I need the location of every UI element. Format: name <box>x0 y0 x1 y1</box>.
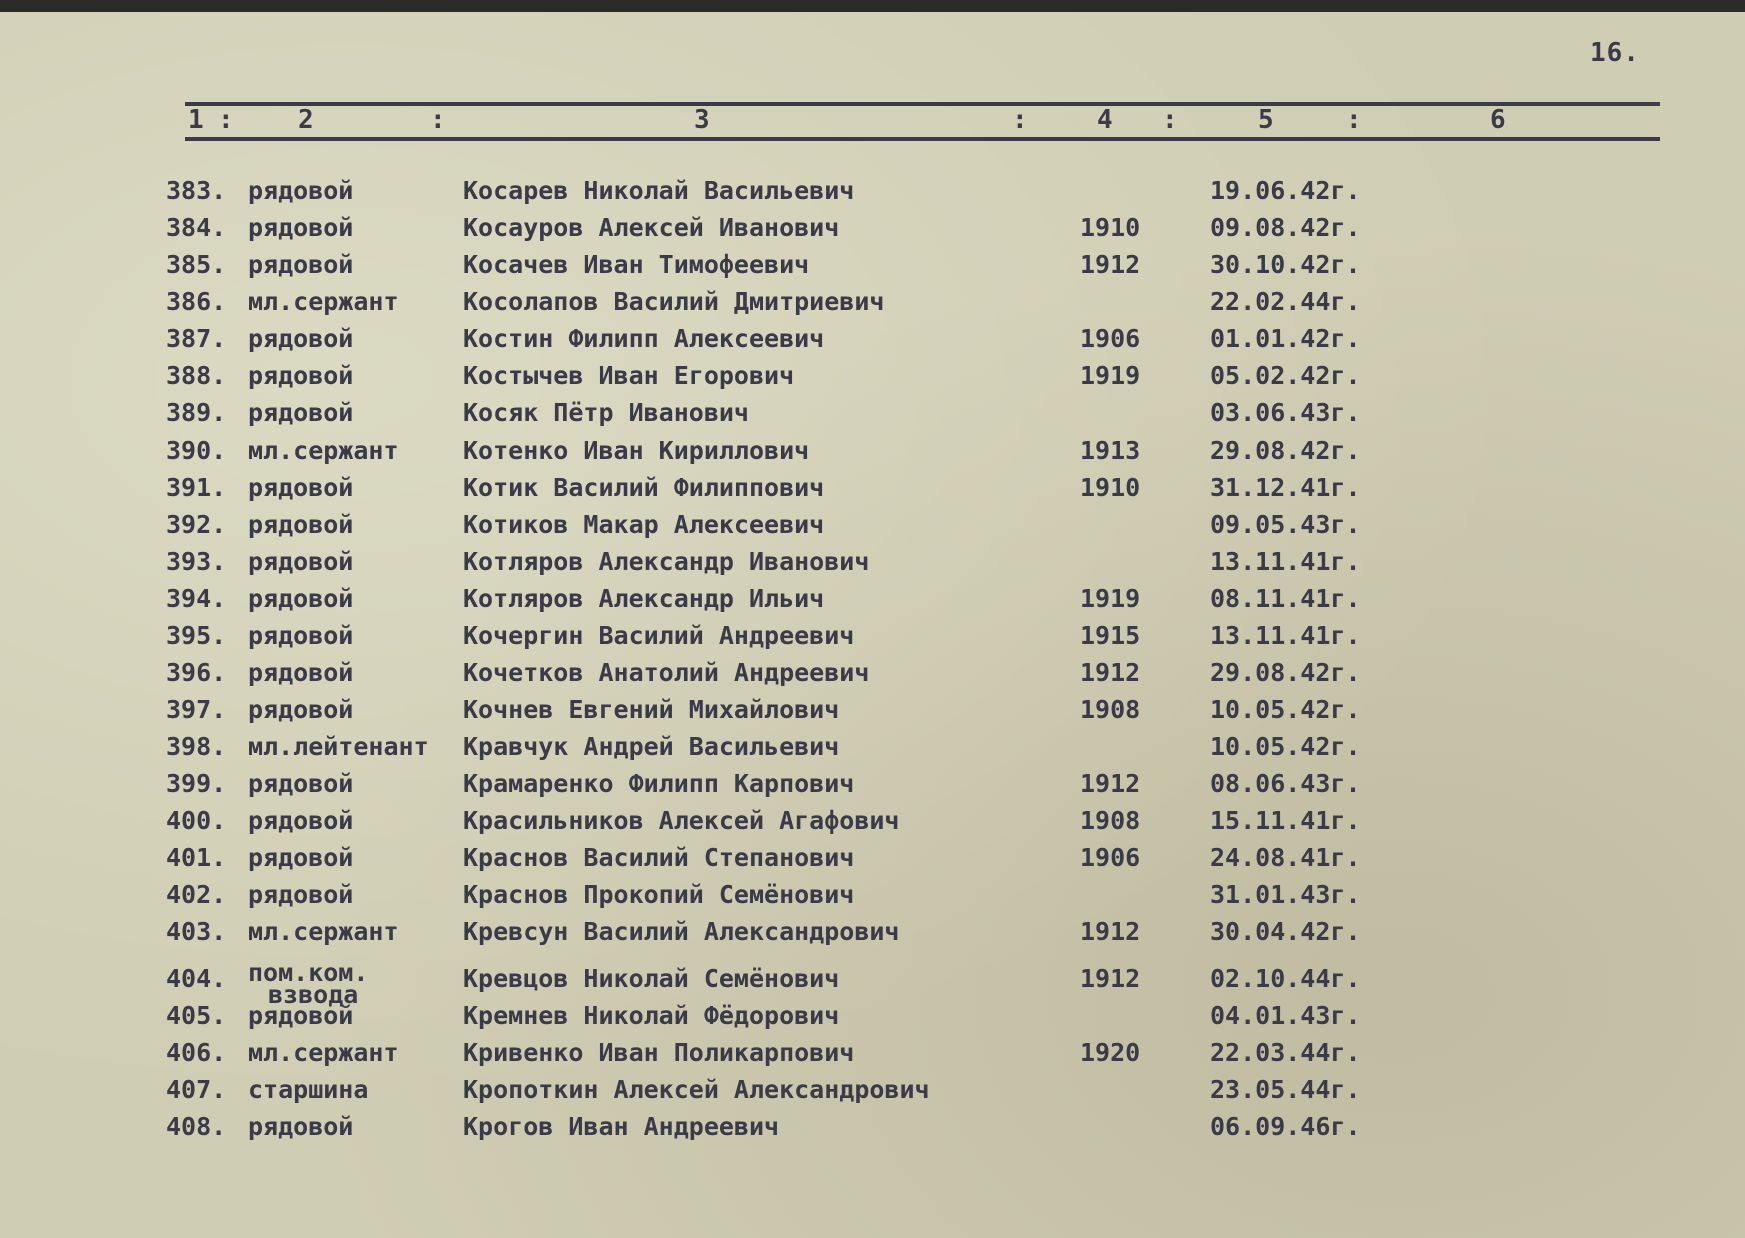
row-number: 391. <box>166 473 227 502</box>
row-rank: рядовой <box>248 176 354 205</box>
row-full-name: Косачев Иван Тимофеевич <box>463 250 810 279</box>
row-date: 10.05.42г. <box>1210 732 1361 761</box>
row-date: 04.01.43г. <box>1210 1001 1361 1030</box>
row-number: 390. <box>166 436 227 465</box>
row-birth-year: 1919 <box>1080 584 1141 613</box>
row-rank: рядовой <box>248 250 354 279</box>
row-rank: мл.сержант <box>248 1038 399 1067</box>
row-date: 15.11.41г. <box>1210 806 1361 835</box>
row-number: 403. <box>166 917 227 946</box>
col-head-1: 1 <box>188 105 204 135</box>
row-birth-year: 1908 <box>1080 806 1141 835</box>
row-full-name: Крогов Иван Андреевич <box>463 1112 780 1141</box>
row-number: 397. <box>166 695 227 724</box>
row-rank: рядовой <box>248 510 354 539</box>
row-full-name: Красильников Алексей Агафович <box>463 806 900 835</box>
row-full-name: Кревцов Николай Семёнович <box>463 964 840 993</box>
table-row <box>0 320 1745 357</box>
row-full-name: Кочнев Евгений Михайлович <box>463 695 840 724</box>
row-full-name: Кравчук Андрей Васильевич <box>463 732 840 761</box>
col-head-6: 6 <box>1490 105 1506 135</box>
col-head-sep: : <box>1162 105 1178 135</box>
table-row <box>0 506 1745 543</box>
row-date: 09.05.43г. <box>1210 510 1361 539</box>
row-full-name: Костычев Иван Егорович <box>463 361 795 390</box>
row-date: 05.02.42г. <box>1210 361 1361 390</box>
row-rank: мл.лейтенант <box>248 732 429 761</box>
table-row <box>0 958 1745 1009</box>
row-birth-year: 1919 <box>1080 361 1141 390</box>
row-number: 394. <box>166 584 227 613</box>
row-number: 395. <box>166 621 227 650</box>
row-birth-year: 1915 <box>1080 621 1141 650</box>
row-number: 404. <box>166 964 227 993</box>
row-date: 30.10.42г. <box>1210 250 1361 279</box>
row-date: 03.06.43г. <box>1210 398 1361 427</box>
row-number: 386. <box>166 287 227 316</box>
row-date: 22.02.44г. <box>1210 287 1361 316</box>
row-birth-year: 1913 <box>1080 436 1141 465</box>
row-number: 392. <box>166 510 227 539</box>
row-number: 400. <box>166 806 227 835</box>
row-full-name: Кремнев Николай Фёдорович <box>463 1001 840 1030</box>
table-row <box>0 246 1745 283</box>
row-full-name: Котляров Александр Иванович <box>463 547 870 576</box>
table-row <box>0 283 1745 320</box>
table-row <box>0 997 1745 1034</box>
row-number: 388. <box>166 361 227 390</box>
row-date: 08.11.41г. <box>1210 584 1361 613</box>
table-row <box>0 654 1745 691</box>
row-date: 30.04.42г. <box>1210 917 1361 946</box>
row-rank: старшина <box>248 1075 369 1104</box>
row-full-name: Кочетков Анатолий Андреевич <box>463 658 870 687</box>
row-birth-year: 1906 <box>1080 324 1141 353</box>
row-number: 401. <box>166 843 227 872</box>
row-birth-year: 1912 <box>1080 917 1141 946</box>
table-row <box>0 394 1745 431</box>
row-number: 406. <box>166 1038 227 1067</box>
row-rank: рядовой <box>248 695 354 724</box>
row-number: 402. <box>166 880 227 909</box>
row-full-name: Костин Филипп Алексеевич <box>463 324 825 353</box>
row-full-name: Котляров Александр Ильич <box>463 584 825 613</box>
row-birth-year: 1908 <box>1080 695 1141 724</box>
row-rank: рядовой <box>248 473 354 502</box>
row-birth-year: 1912 <box>1080 769 1141 798</box>
row-rank: рядовой <box>248 769 354 798</box>
table-row <box>0 580 1745 617</box>
row-full-name: Котик Василий Филиппович <box>463 473 825 502</box>
row-rank: мл.сержант <box>248 436 399 465</box>
page-number: 16. <box>1590 38 1640 68</box>
row-rank: рядовой <box>248 1001 354 1030</box>
table-row <box>0 617 1745 654</box>
col-head-3: 3 <box>694 105 710 135</box>
row-number: 408. <box>166 1112 227 1141</box>
row-rank: рядовой <box>248 361 354 390</box>
row-rank: мл.сержант <box>248 287 399 316</box>
row-number: 396. <box>166 658 227 687</box>
table-row <box>0 876 1745 913</box>
row-date: 31.01.43г. <box>1210 880 1361 909</box>
row-number: 383. <box>166 176 227 205</box>
row-number: 393. <box>166 547 227 576</box>
table-row <box>0 209 1745 246</box>
row-date: 13.11.41г. <box>1210 621 1361 650</box>
row-rank: рядовой <box>248 880 354 909</box>
col-head-sep: : <box>1346 105 1362 135</box>
row-number: 405. <box>166 1001 227 1030</box>
table-row <box>0 469 1745 506</box>
row-date: 29.08.42г. <box>1210 658 1361 687</box>
row-rank: рядовой <box>248 398 354 427</box>
table-row <box>0 728 1745 765</box>
row-birth-year: 1912 <box>1080 964 1141 993</box>
row-number: 389. <box>166 398 227 427</box>
table-row <box>0 691 1745 728</box>
row-rank: рядовой <box>248 547 354 576</box>
row-rank: мл.сержант <box>248 917 399 946</box>
row-full-name: Котиков Макар Алексеевич <box>463 510 825 539</box>
row-full-name: Косауров Алексей Иванович <box>463 213 840 242</box>
row-number: 399. <box>166 769 227 798</box>
table-row <box>0 543 1745 580</box>
row-rank: рядовой <box>248 213 354 242</box>
row-rank: рядовой <box>248 806 354 835</box>
row-date: 10.05.42г. <box>1210 695 1361 724</box>
table-row <box>0 357 1745 394</box>
row-rank-line1: пом.ком. <box>248 958 369 987</box>
col-head-sep: : <box>430 105 446 135</box>
row-rank: рядовой <box>248 843 354 872</box>
row-full-name: Краснов Василий Степанович <box>463 843 855 872</box>
row-date: 13.11.41г. <box>1210 547 1361 576</box>
row-birth-year: 1910 <box>1080 213 1141 242</box>
header-rule-top <box>185 102 1660 106</box>
row-birth-year: 1906 <box>1080 843 1141 872</box>
row-number: 384. <box>166 213 227 242</box>
row-date: 19.06.42г. <box>1210 176 1361 205</box>
table-row <box>0 765 1745 802</box>
row-full-name: Кревсун Василий Александрович <box>463 917 900 946</box>
row-date: 24.08.41г. <box>1210 843 1361 872</box>
row-full-name: Кочергин Василий Андреевич <box>463 621 855 650</box>
col-head-sep: : <box>1012 105 1028 135</box>
row-full-name: Косолапов Василий Дмитриевич <box>463 287 885 316</box>
row-full-name: Краснов Прокопий Семёнович <box>463 880 855 909</box>
row-birth-year: 1912 <box>1080 658 1141 687</box>
row-rank: рядовой <box>248 658 354 687</box>
row-birth-year: 1912 <box>1080 250 1141 279</box>
row-birth-year: 1920 <box>1080 1038 1141 1067</box>
table-row <box>0 839 1745 876</box>
row-date: 09.08.42г. <box>1210 213 1361 242</box>
document-page <box>0 12 1745 1238</box>
row-date: 02.10.44г. <box>1210 964 1361 993</box>
row-date: 06.09.46г. <box>1210 1112 1361 1141</box>
row-rank: рядовой <box>248 584 354 613</box>
table-row <box>0 432 1745 469</box>
col-head-4: 4 <box>1097 105 1113 135</box>
row-birth-year: 1910 <box>1080 473 1141 502</box>
row-rank: рядовой <box>248 324 354 353</box>
row-date: 23.05.44г. <box>1210 1075 1361 1104</box>
table-row <box>0 913 1745 950</box>
row-date: 22.03.44г. <box>1210 1038 1361 1067</box>
row-number: 407. <box>166 1075 227 1104</box>
table-row <box>0 1108 1745 1145</box>
row-date: 29.08.42г. <box>1210 436 1361 465</box>
table-row <box>0 802 1745 839</box>
row-rank: рядовой <box>248 621 354 650</box>
row-full-name: Крамаренко Филипп Карпович <box>463 769 855 798</box>
row-full-name: Косарев Николай Васильевич <box>463 176 855 205</box>
row-number: 387. <box>166 324 227 353</box>
row-full-name: Котенко Иван Кириллович <box>463 436 810 465</box>
col-head-sep: : <box>218 105 234 135</box>
row-full-name: Кривенко Иван Поликарпович <box>463 1038 855 1067</box>
row-full-name: Косяк Пётр Иванович <box>463 398 749 427</box>
table-row <box>0 172 1745 209</box>
row-full-name: Кропоткин Алексей Александрович <box>463 1075 930 1104</box>
row-date: 31.12.41г. <box>1210 473 1361 502</box>
col-head-2: 2 <box>298 105 314 135</box>
row-number: 398. <box>166 732 227 761</box>
table-row <box>0 1071 1745 1108</box>
row-rank: рядовой <box>248 1112 354 1141</box>
row-rank-line2: взвода <box>268 980 359 1009</box>
row-number: 385. <box>166 250 227 279</box>
col-head-5: 5 <box>1258 105 1274 135</box>
table-row <box>0 1034 1745 1071</box>
row-date: 01.01.42г. <box>1210 324 1361 353</box>
header-rule-bottom <box>185 137 1660 141</box>
row-date: 08.06.43г. <box>1210 769 1361 798</box>
